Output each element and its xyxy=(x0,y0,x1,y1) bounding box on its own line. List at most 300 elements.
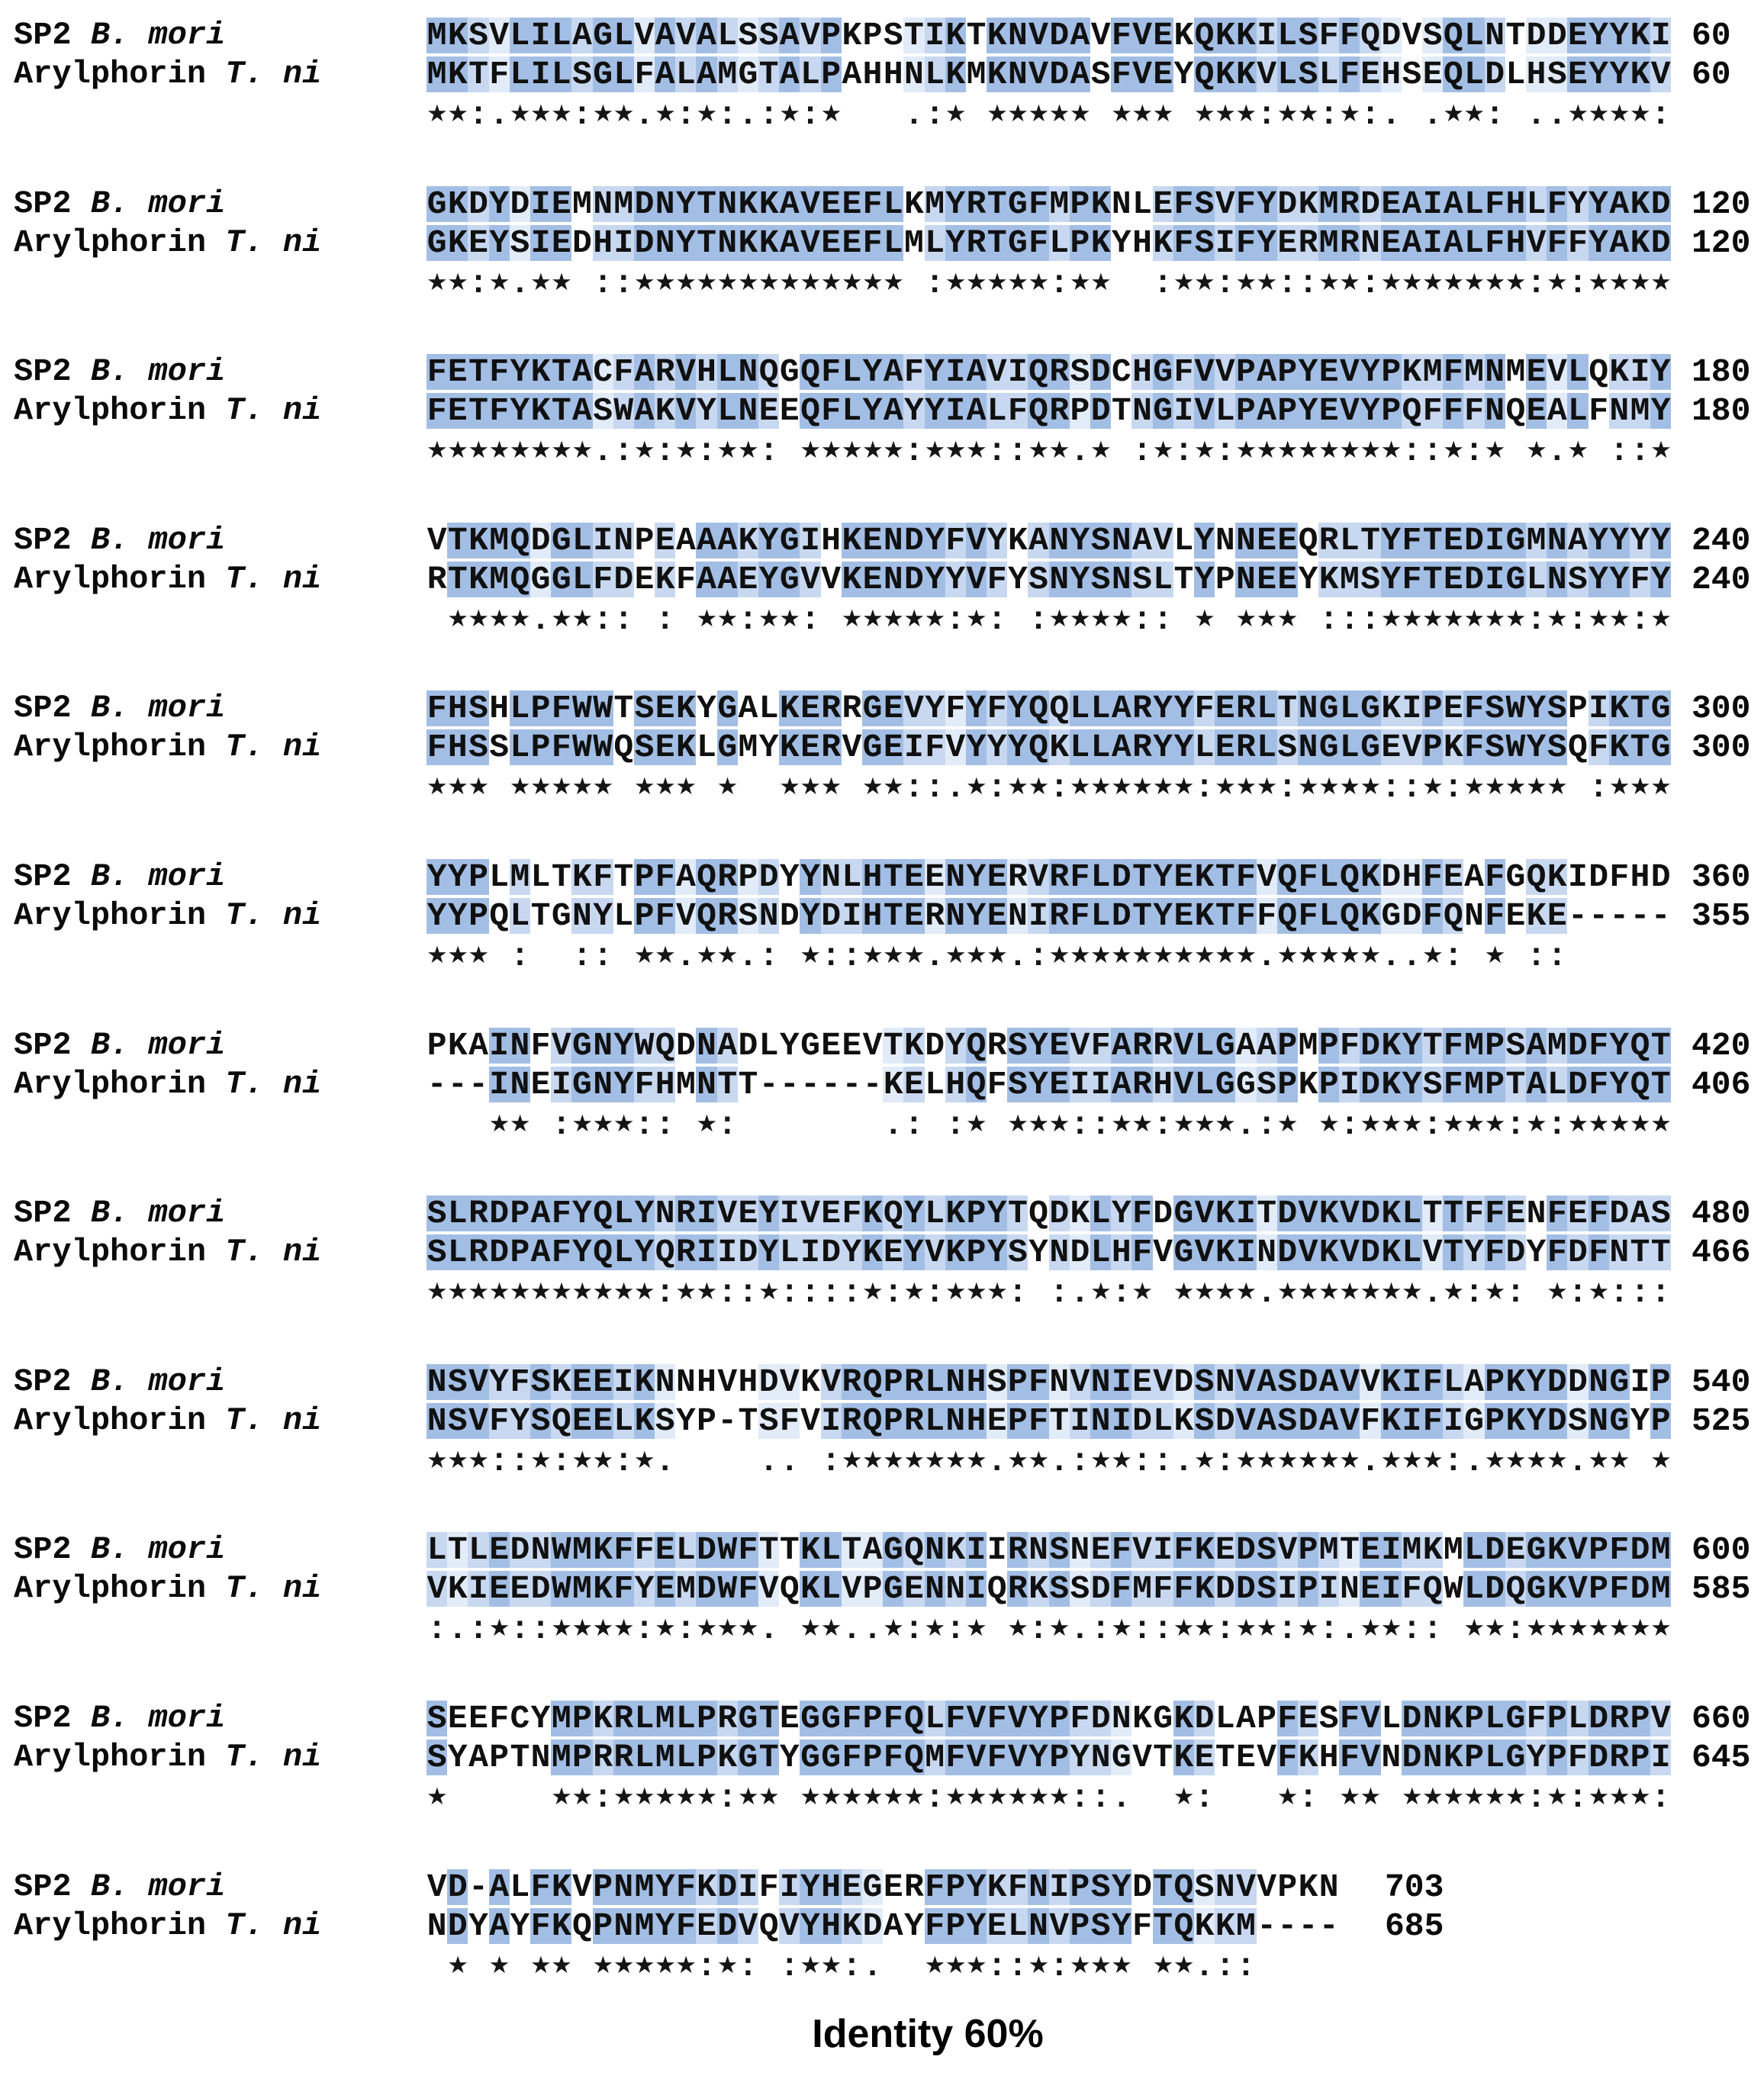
consensus-cell: ★ xyxy=(488,269,510,296)
consensus-cell: ★ xyxy=(903,1278,925,1305)
residue-cell: F xyxy=(925,1868,945,1906)
residue-cell: W xyxy=(551,1570,571,1608)
position-number: 180 xyxy=(1692,353,1751,391)
consensus-cell: ★ xyxy=(1360,1110,1382,1138)
consensus-cell: ★ xyxy=(1484,1783,1506,1810)
sequence-residues xyxy=(427,729,1671,765)
residue-cell: F xyxy=(1568,224,1588,262)
residue-cell: A xyxy=(1132,522,1152,559)
residue-cell: I xyxy=(1236,1195,1256,1232)
consensus-cell xyxy=(800,1109,820,1147)
residue-cell: T xyxy=(1111,392,1131,430)
consensus-cell: ★ xyxy=(447,1952,468,1979)
residue-cell: T xyxy=(1132,897,1152,935)
residue-cell: F xyxy=(1485,185,1505,223)
sequence-row-sp2 xyxy=(0,1869,1764,1905)
residue-cell: T xyxy=(779,1531,800,1569)
residue-cell: I xyxy=(1589,690,1608,727)
residue-cell: T xyxy=(468,353,488,391)
consensus-cell: : xyxy=(1443,769,1463,806)
residue-cell: E xyxy=(904,897,924,935)
residue-cell: W xyxy=(572,690,592,727)
sequence-name: Arylphorin xyxy=(14,1066,207,1102)
consensus-cell: ★ xyxy=(1090,1952,1112,1979)
residue-cell: - xyxy=(1609,897,1630,935)
residue-cell: S xyxy=(634,729,655,766)
residue-cell: K xyxy=(1298,1066,1318,1103)
residue-cell: R xyxy=(1132,729,1152,766)
sequence-label xyxy=(14,859,225,895)
consensus-cell: ★ xyxy=(737,269,759,296)
consensus-cell: : xyxy=(1049,769,1070,806)
residue-cell: I xyxy=(925,17,945,54)
residue-cell: C xyxy=(1111,353,1131,391)
consensus-cell: ★ xyxy=(1443,100,1464,127)
residue-cell: P xyxy=(1422,690,1443,727)
residue-cell: S xyxy=(634,690,655,727)
sequence-name: SP2 xyxy=(14,185,72,222)
residue-cell: A xyxy=(779,224,800,262)
residue-cell: P xyxy=(862,1700,883,1737)
residue-cell: S xyxy=(468,17,488,54)
consensus-cell xyxy=(530,940,551,978)
residue-cell: Y xyxy=(1194,561,1215,598)
residue-cell: E xyxy=(530,1066,551,1103)
residue-cell: K xyxy=(675,729,696,766)
consensus-cell: ★ xyxy=(1629,1110,1651,1138)
residue-cell: I xyxy=(821,1402,842,1440)
consensus-cell: ★ xyxy=(1193,941,1215,969)
species-name: T. ni xyxy=(225,897,322,934)
consensus-row xyxy=(0,267,1764,305)
residue-cell: F xyxy=(489,1402,510,1440)
consensus-cell: ★ xyxy=(1152,436,1174,464)
residue-cell: D xyxy=(1070,1234,1090,1271)
residue-cell: T xyxy=(883,1027,903,1064)
consensus-cell: ★ xyxy=(530,1447,552,1474)
residue-cell: Q xyxy=(966,1027,987,1064)
residue-cell: T xyxy=(758,1739,779,1776)
consensus-cell: ★ xyxy=(1028,1783,1050,1810)
residue-cell: V xyxy=(1153,522,1173,559)
residue-cell: I xyxy=(779,1868,800,1906)
residue-cell: K xyxy=(1007,522,1028,559)
species-name: B. mori xyxy=(90,690,226,726)
residue-cell: M xyxy=(1464,1066,1484,1103)
residue-cell: T xyxy=(447,522,468,559)
consensus-cell: ★ xyxy=(883,773,904,800)
residue-cell: Y xyxy=(1028,1739,1048,1776)
consensus-cell xyxy=(696,771,716,809)
residue-cell: E xyxy=(1360,1570,1380,1608)
consensus-cell: ★ xyxy=(716,941,739,969)
consensus-cell: ★ xyxy=(1131,1278,1154,1305)
sequence-label xyxy=(14,690,225,726)
residue-cell: T xyxy=(613,858,634,896)
consensus-cell: : xyxy=(510,938,530,975)
sequence-residues xyxy=(427,1908,1339,1944)
consensus-cell: ★ xyxy=(1401,1110,1423,1138)
consensus-cell: ★ xyxy=(613,1783,635,1810)
residue-cell: K xyxy=(1173,1402,1194,1440)
alignment-block xyxy=(0,1196,1764,1325)
residue-cell: K xyxy=(572,858,592,896)
sequence-label xyxy=(14,56,321,92)
residue-cell: Q xyxy=(1443,17,1463,54)
consensus-cell xyxy=(447,1109,468,1147)
residue-cell: Y xyxy=(489,224,510,262)
consensus-cell: ★ xyxy=(1505,773,1527,800)
residue-cell: Y xyxy=(1526,729,1547,766)
consensus-cell: ★ xyxy=(530,436,552,464)
residue-cell: I xyxy=(1568,858,1588,896)
consensus-cell: . xyxy=(655,1443,675,1480)
consensus-cell: : xyxy=(1090,1611,1111,1648)
residue-cell: R xyxy=(1339,224,1360,262)
consensus-cell: . xyxy=(883,1106,903,1144)
residue-cell: Q xyxy=(1028,392,1048,430)
residue-cell: V xyxy=(1153,1363,1173,1401)
consensus-cell: ★ xyxy=(1629,1783,1651,1810)
residue-cell: K xyxy=(655,561,675,598)
residue-cell: M xyxy=(427,17,447,54)
residue-cell: I xyxy=(530,56,551,93)
residue-cell: Y xyxy=(987,1195,1007,1232)
residue-cell: Y xyxy=(1298,353,1318,391)
residue-cell: F xyxy=(925,729,945,766)
residue-cell: D xyxy=(904,561,924,598)
residue-cell: I xyxy=(1402,1363,1422,1401)
consensus-cell: ★ xyxy=(903,1447,925,1474)
residue-cell: V xyxy=(1257,1739,1276,1776)
residue-cell: R xyxy=(427,561,447,598)
residue-cell: L xyxy=(447,1234,468,1271)
residue-cell: - xyxy=(1277,1907,1298,1945)
residue-cell: R xyxy=(1609,1739,1630,1776)
consensus-cell: ★ xyxy=(1567,1614,1589,1642)
consensus-cell: ★ xyxy=(716,773,739,800)
consensus-cell: ★ xyxy=(1505,1447,1527,1474)
consensus-cell: ★ xyxy=(488,436,510,464)
residue-cell: D xyxy=(447,1907,468,1945)
residue-cell: Y xyxy=(572,1195,592,1232)
consensus-cell: . xyxy=(987,1443,1007,1480)
residue-cell: D xyxy=(1464,561,1484,598)
consensus-cell xyxy=(779,940,800,978)
residue-cell: S xyxy=(1049,1570,1070,1608)
residue-cell: N xyxy=(613,1907,634,1945)
residue-cell: D xyxy=(613,561,634,598)
species-name: T. ni xyxy=(225,729,322,765)
consensus-cell: ★ xyxy=(945,1783,967,1810)
residue-cell: K xyxy=(1443,1700,1463,1737)
consensus-cell xyxy=(1567,771,1588,809)
residue-cell: D xyxy=(1650,185,1671,223)
residue-cell: K xyxy=(987,17,1007,54)
residue-cell: E xyxy=(987,1402,1007,1440)
residue-cell: A xyxy=(1257,1402,1276,1440)
consensus-cell: : xyxy=(1070,1106,1090,1144)
consensus-cell: . xyxy=(758,1443,779,1480)
residue-cell: D xyxy=(1049,56,1070,93)
consensus-cell xyxy=(883,1950,903,1988)
consensus-cell: ★ xyxy=(737,1783,759,1810)
residue-cell: M xyxy=(634,1907,655,1945)
residue-cell: D xyxy=(1049,1195,1070,1232)
consensus-cell: ★ xyxy=(571,605,594,632)
consensus-cell: ★ xyxy=(696,1278,718,1305)
residue-cell: D xyxy=(1547,1402,1567,1440)
residue-cell: K xyxy=(945,1234,966,1271)
residue-cell: L xyxy=(510,897,530,935)
residue-cell: Y xyxy=(634,1195,655,1232)
residue-cell: L xyxy=(572,522,592,559)
residue-cell: T xyxy=(447,561,468,598)
consensus-cell: : xyxy=(1049,265,1070,302)
position-number: 703 xyxy=(1385,1868,1444,1906)
residue-cell: L xyxy=(1090,1195,1111,1232)
residue-cell: R xyxy=(904,1868,924,1906)
residue-cell: Q xyxy=(510,561,530,598)
residue-cell: K xyxy=(1298,185,1318,223)
residue-cell: D xyxy=(1630,1531,1650,1569)
residue-cell: Q xyxy=(1028,353,1048,391)
species-name: B. mori xyxy=(90,1700,226,1736)
residue-cell: Y xyxy=(1609,56,1630,93)
residue-cell: Y xyxy=(758,1234,779,1271)
consensus-cell: : xyxy=(1650,96,1671,134)
sequence-label xyxy=(14,354,225,390)
residue-cell: F xyxy=(1609,1570,1630,1608)
consensus-cell: ★ xyxy=(1276,1447,1299,1474)
consensus-cell: : xyxy=(1402,433,1422,470)
residue-cell: I xyxy=(468,1570,488,1608)
consensus-cell: ★ xyxy=(1173,1952,1195,1979)
consensus-cell: ★ xyxy=(1567,436,1589,464)
consensus-cell: ★ xyxy=(1547,1614,1568,1642)
residue-cell: K xyxy=(1422,1531,1443,1569)
consensus-cell: ★ xyxy=(1090,773,1112,800)
residue-cell: P xyxy=(1070,1868,1090,1906)
consensus-cell: ★ xyxy=(800,1614,822,1642)
residue-cell: E xyxy=(904,858,924,896)
consensus-cell xyxy=(1153,1276,1173,1315)
residue-cell: I xyxy=(593,522,613,559)
consensus-cell: ★ xyxy=(696,100,718,127)
residue-cell: M xyxy=(675,1570,696,1608)
residue-cell: S xyxy=(1132,561,1152,598)
residue-cell: V xyxy=(1257,1868,1276,1906)
residue-cell: N xyxy=(530,1739,551,1776)
residue-cell: I xyxy=(489,1027,510,1064)
consensus-cell: ★ xyxy=(965,1952,987,1979)
residue-cell: N xyxy=(1464,897,1484,935)
consensus-cell xyxy=(779,435,800,473)
residue-cell: Y xyxy=(925,690,945,727)
residue-cell: H xyxy=(883,56,903,93)
residue-cell: A xyxy=(675,858,696,896)
residue-cell: I xyxy=(1402,690,1422,727)
residue-cell: E xyxy=(842,1027,862,1064)
residue-cell: A xyxy=(572,353,592,391)
residue-cell: E xyxy=(842,185,862,223)
consensus-cell xyxy=(1153,1781,1173,1820)
consensus-cell: ★ xyxy=(1173,1614,1195,1642)
consensus-cell: ★ xyxy=(1111,1447,1132,1474)
residue-cell: E xyxy=(883,690,903,727)
residue-cell: Y xyxy=(1007,690,1028,727)
residue-cell: Q xyxy=(1028,690,1048,727)
residue-cell: I xyxy=(613,224,634,262)
consensus-cell: . xyxy=(1070,1274,1090,1311)
residue-cell: F xyxy=(925,1907,945,1945)
residue-cell: G xyxy=(1609,1363,1630,1401)
residue-cell: N xyxy=(593,1027,613,1064)
residue-cell: Y xyxy=(1028,1234,1048,1271)
consensus-cell: ★ xyxy=(1297,773,1319,800)
residue-cell: K xyxy=(1236,17,1256,54)
residue-cell: G xyxy=(800,1700,820,1737)
consensus-cell: ★ xyxy=(737,1614,759,1642)
residue-cell: L xyxy=(925,224,945,262)
residue-cell: V xyxy=(1173,1027,1194,1064)
consensus-cell: ★ xyxy=(987,100,1008,127)
consensus-cell: ★ xyxy=(1360,773,1382,800)
residue-cell: K xyxy=(1443,729,1463,766)
residue-cell: S xyxy=(447,1363,468,1401)
residue-cell: F xyxy=(1173,224,1194,262)
residue-cell: A xyxy=(966,353,987,391)
residue-cell: S xyxy=(1007,1027,1028,1064)
consensus-cell: ★ xyxy=(883,1783,904,1810)
consensus-cell: : xyxy=(1318,601,1339,639)
residue-cell: F xyxy=(842,1700,862,1737)
residue-cell: D xyxy=(1402,1700,1422,1737)
residue-cell: D xyxy=(758,858,779,896)
residue-cell: L xyxy=(1464,56,1484,93)
sequence-name: Arylphorin xyxy=(14,1907,207,1944)
residue-cell: T xyxy=(883,858,903,896)
position-number: 60 xyxy=(1692,17,1731,54)
residue-cell: R xyxy=(1132,1027,1152,1064)
residue-cell: - xyxy=(758,1066,779,1103)
residue-cell: Y xyxy=(800,1868,820,1906)
residue-cell: S xyxy=(1547,690,1567,727)
consensus-cell: : xyxy=(904,1106,924,1144)
residue-cell: E xyxy=(1215,729,1235,766)
residue-cell: N xyxy=(1360,224,1380,262)
residue-cell: H xyxy=(697,353,716,391)
consensus-cell: ★ xyxy=(1028,1110,1050,1138)
residue-cell: Y xyxy=(510,392,530,430)
consensus-cell: ★ xyxy=(551,269,572,296)
residue-cell: F xyxy=(489,353,510,391)
residue-cell: E xyxy=(1215,1531,1235,1569)
residue-cell: K xyxy=(1318,1195,1339,1232)
residue-cell: F xyxy=(551,690,571,727)
residue-cell: F xyxy=(987,1066,1007,1103)
residue-cell: Y xyxy=(945,561,966,598)
residue-cell: V xyxy=(1339,1402,1360,1440)
consensus-cell: ★ xyxy=(861,1783,884,1810)
residue-cell: E xyxy=(821,1027,842,1064)
residue-cell: Y xyxy=(758,729,779,766)
residue-cell: Y xyxy=(1526,690,1547,727)
residue-cell: T xyxy=(1630,1234,1650,1271)
residue-cell: I xyxy=(1422,185,1443,223)
residue-cell: L xyxy=(1464,1531,1484,1569)
consensus-cell: ★ xyxy=(779,100,800,127)
residue-cell: H xyxy=(1505,185,1526,223)
sequence-name: SP2 xyxy=(14,1027,72,1064)
consensus-cell: : xyxy=(510,1443,530,1480)
consensus-cell: : xyxy=(842,938,862,975)
consensus-cell: ★ xyxy=(530,1278,552,1305)
consensus-cell: ★ xyxy=(883,436,904,464)
consensus-cell: ★ xyxy=(987,941,1008,969)
residue-cell: K xyxy=(1526,897,1547,935)
residue-cell: D xyxy=(468,185,488,223)
residue-cell: K xyxy=(1298,1868,1318,1906)
residue-cell: I xyxy=(987,1531,1007,1569)
residue-cell: F xyxy=(1298,858,1318,896)
residue-cell: P xyxy=(510,1195,530,1232)
position-number: 466 xyxy=(1692,1234,1751,1271)
consensus-cell: ★ xyxy=(1276,1278,1299,1305)
residue-cell: D xyxy=(1090,353,1111,391)
residue-cell: F xyxy=(1173,1531,1194,1569)
residue-cell: K xyxy=(1547,858,1567,896)
residue-cell: N xyxy=(1318,1868,1339,1906)
residue-cell: Y xyxy=(1111,1868,1131,1906)
consensus-cell: ★ xyxy=(1111,773,1132,800)
residue-cell: R xyxy=(468,1234,488,1271)
consensus-cell: ★ xyxy=(1608,773,1630,800)
residue-cell: K xyxy=(945,1195,966,1232)
residue-cell: F xyxy=(1630,561,1650,598)
residue-cell: G xyxy=(1505,858,1526,896)
consensus-cell: ★ xyxy=(655,1614,676,1642)
consensus-cell: ★ xyxy=(1048,605,1070,632)
residue-cell: S xyxy=(1194,1868,1215,1906)
residue-cell: K xyxy=(1318,1234,1339,1271)
residue-cell: K xyxy=(800,1570,820,1608)
sequence-name: Arylphorin xyxy=(14,392,207,429)
consensus-cell: . xyxy=(1007,938,1028,975)
residue-cell: V xyxy=(779,1907,800,1945)
consensus-cell: ★ xyxy=(447,1278,468,1305)
consensus-cell: : xyxy=(510,1611,530,1648)
consensus-cell: ★ xyxy=(716,1614,739,1642)
residue-cell: Q xyxy=(572,1907,592,1945)
consensus-cell: ★ xyxy=(1007,1447,1029,1474)
consensus-cell: : xyxy=(1402,769,1422,806)
residue-cell: L xyxy=(1547,1066,1567,1103)
residue-cell: K xyxy=(1381,1195,1402,1232)
residue-cell: Y xyxy=(862,392,883,430)
residue-cell: S xyxy=(1318,1700,1339,1737)
residue-cell: G xyxy=(738,1700,758,1737)
residue-cell: P xyxy=(572,1700,592,1737)
residue-cell: K xyxy=(1609,690,1630,727)
alignment-block xyxy=(0,1364,1764,1494)
residue-cell: E xyxy=(1568,1195,1588,1232)
residue-cell: E xyxy=(1049,1027,1070,1064)
consensus-cell: ★ xyxy=(820,1952,842,1979)
consensus-cell xyxy=(1131,267,1152,305)
consensus-cell: ★ xyxy=(633,1952,655,1979)
consensus-cell: : xyxy=(468,1611,488,1648)
